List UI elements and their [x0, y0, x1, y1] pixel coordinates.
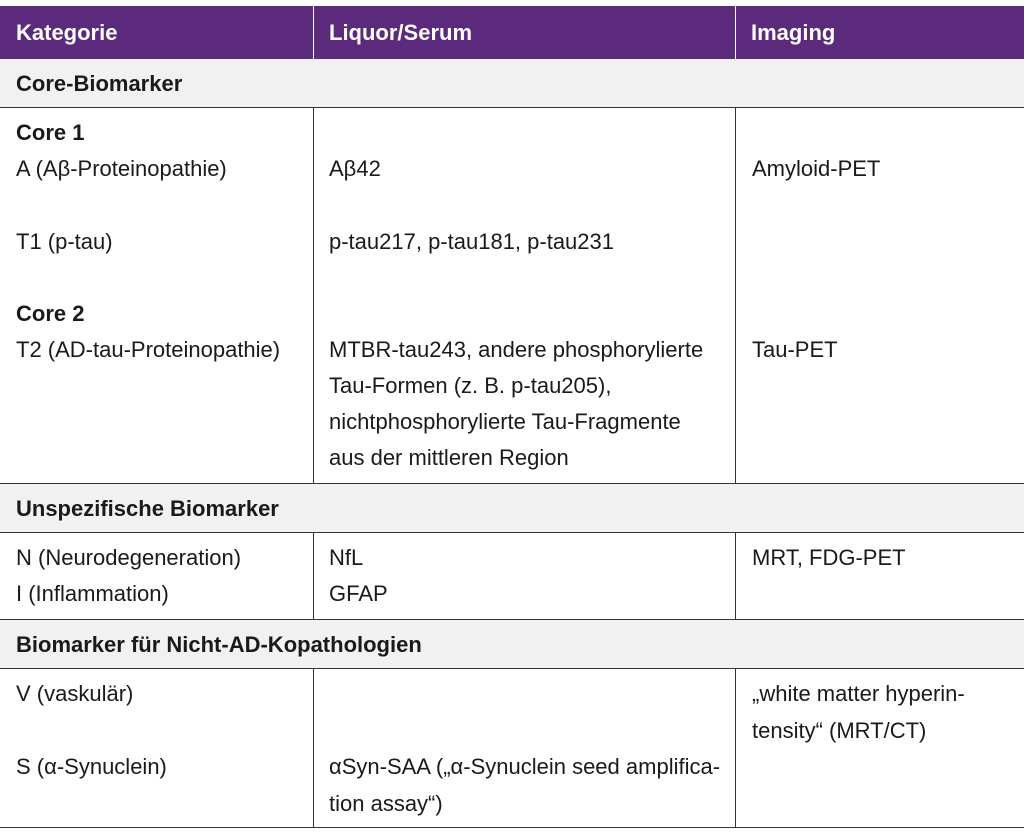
column-divider	[735, 533, 736, 620]
section-title: Unspezifische Biomarker	[16, 496, 279, 521]
section-title: Biomarker für Nicht-AD-Kopathologien	[16, 632, 422, 657]
core1-label: Core 1	[16, 120, 85, 145]
category-v: V (vaskulär)	[16, 681, 134, 706]
fluid-n: NfL	[329, 545, 364, 570]
header-liquor-serum: Liquor/Serum	[329, 20, 473, 45]
column-divider	[735, 108, 736, 484]
fluid-s-line: αSyn-SAA („α-Synuclein seed amplifica-	[329, 754, 721, 779]
fluid-s-line: tion assay“)	[329, 791, 443, 816]
column-divider	[735, 669, 736, 828]
column-divider	[313, 533, 314, 620]
core2-label: Core 2	[16, 301, 85, 326]
section-non-ad-biomarker	[0, 620, 1024, 669]
imaging-a: Amyloid-PET	[752, 156, 881, 181]
fluid-t2-line: MTBR-tau243, andere phosphorylierte	[329, 337, 704, 362]
fluid-t1: p-tau217, p-tau181, p-tau231	[329, 229, 615, 254]
section-core-biomarker	[0, 59, 1024, 108]
fluid-t2-line: aus der mittleren Region	[329, 445, 569, 470]
header-imaging: Imaging	[751, 20, 836, 45]
fluid-t2-line: Tau-Formen (z. B. p-tau205),	[329, 373, 612, 398]
imaging-n: MRT, FDG-PET	[752, 545, 906, 570]
imaging-v-line: tensity“ (MRT/CT)	[752, 718, 927, 743]
category-s: S (α-Synuclein)	[16, 754, 167, 779]
category-t1: T1 (p-tau)	[16, 229, 113, 254]
fluid-i: GFAP	[329, 581, 388, 606]
column-divider	[313, 669, 314, 828]
table-header-row	[0, 6, 1024, 59]
category-n: N (Neurodegeneration)	[16, 545, 242, 570]
category-i: I (Inflammation)	[16, 581, 169, 606]
section-title: Core-Biomarker	[16, 71, 183, 96]
section-unspecific-biomarker	[0, 484, 1024, 533]
fluid-t2-line: nichtphosphorylierte Tau-Fragmente	[329, 409, 681, 434]
category-t2: T2 (AD-tau-Proteinopathie)	[16, 337, 281, 362]
column-divider	[313, 108, 314, 484]
imaging-t2: Tau-PET	[752, 337, 838, 362]
header-kategorie: Kategorie	[16, 20, 118, 45]
fluid-a: Aβ42	[329, 156, 381, 181]
category-a: A (Aβ-Proteinopathie)	[16, 156, 227, 181]
imaging-v-line: „white matter hyperin-	[752, 681, 965, 706]
